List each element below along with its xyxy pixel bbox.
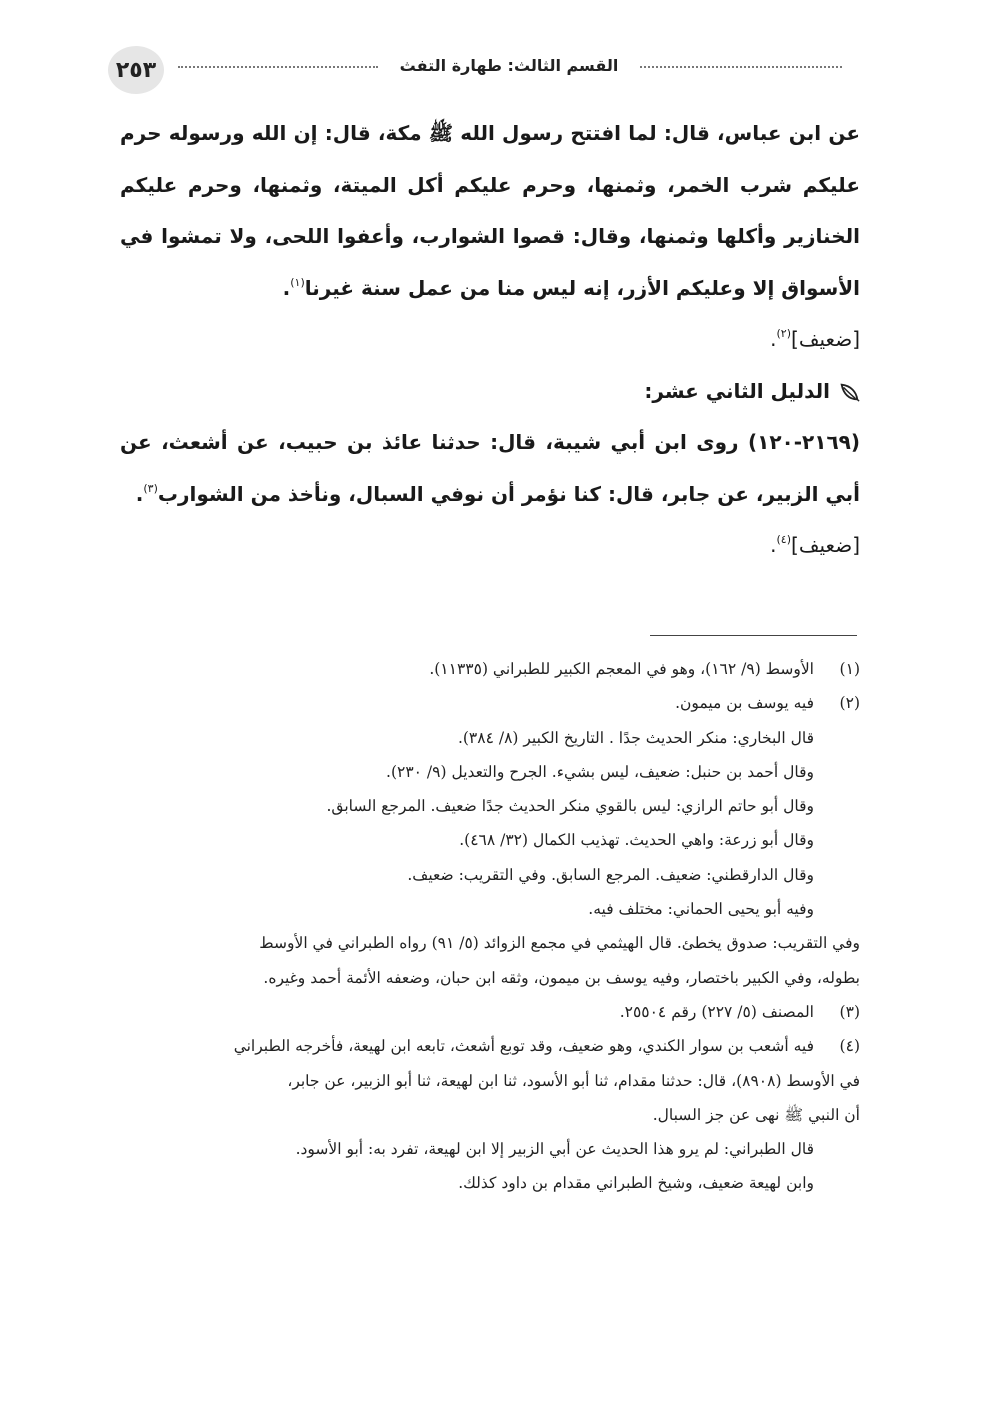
evidence-heading: الدليل الثاني عشر:: [644, 378, 830, 403]
footnote-ref-3[interactable]: (٣): [143, 481, 158, 495]
footnote-1: [118, 652, 860, 686]
footnote-line: وابن لهيعة ضعيف، وشيخ الطبراني مقدام بن داود كذلك.: [458, 1174, 814, 1193]
footnote-2-continuation: [118, 926, 860, 995]
footnote-separator: [650, 635, 857, 636]
evidence-heading-row: [120, 366, 860, 418]
footnote-ref-2[interactable]: (٢): [776, 327, 792, 341]
footnote-line: وفي التقريب: صدوق يخطئ. قال الهيثمي في مجمع الزوائد (٥/ ٩١) رواه الطبراني في الأوسط: [259, 934, 860, 953]
paragraph-line: وعليكم الأزر، إنه ليس منا من عمل سنة غيرنا: [304, 275, 746, 300]
footnote-4: [118, 1029, 860, 1063]
footnote-3: [118, 995, 860, 1029]
hadith-paragraph-1: [120, 108, 860, 314]
footnote-line: المصنف (٥/ ٢٢٧) رقم ٢٥٥٠٤.: [619, 1002, 814, 1021]
paragraph-end: .: [282, 275, 291, 300]
paragraph-line: عن أبي الزبير، عن جابر، قال: كنا نؤمر أن نوفي السبال، ونأخذ من الشوارب: [120, 430, 860, 506]
footnote-4-indented: [118, 1132, 860, 1201]
footnotes: [118, 652, 860, 1201]
footnote-line: في الأوسط (٨٩٠٨)، قال: حدثنا مقدام، ثنا أبو الأسود، ثنا ابن لهيعة، ثنا أبو الزبير، عن جابر،: [287, 1071, 860, 1090]
page-number-badge: [108, 46, 164, 94]
verdict-end: .: [770, 327, 777, 351]
verdict-text: [ضعيف]: [791, 533, 860, 557]
header-dotted-rule-left: [178, 66, 378, 68]
paragraph-line: عليكم شرب الخمر، وثمنها، وحرم عليكم أكل الميتة، وثمنها، وحرم عليكم الخنازير: [120, 172, 860, 248]
footnote-line: فيه يوسف بن ميمون.: [675, 694, 814, 713]
footnote-line: وفيه أبو يحيى الحماني: مختلف فيه.: [588, 900, 814, 919]
footnote-ref-1[interactable]: (١): [290, 275, 305, 289]
footnote-number: (٢): [839, 694, 860, 713]
hadith-paragraph-2: [120, 417, 860, 520]
footnote-number: (٣): [839, 1002, 860, 1021]
footnote-line: وقال أبو زرعة: واهي الحديث. تهذيب الكمال (٣٢/ ٤٦٨).: [459, 831, 814, 850]
footnote-line: وقال الدارقطني: ضعيف. المرجع السابق. وفي التقريب: ضعيف.: [407, 865, 814, 884]
header-dotted-rule-right: [640, 66, 842, 68]
footnote-number: (١): [839, 660, 860, 678]
footnote-line: قال الطبراني: لم يرو هذا الحديث عن أبي الزبير إلا ابن لهيعة، تفرد به: أبو الأسود.: [295, 1140, 814, 1159]
verdict-1: [120, 314, 860, 366]
main-text: [120, 108, 860, 572]
footnote-4-continuation: [118, 1064, 860, 1133]
paragraph-line: وأكلها وثمنها، وقال: قصوا الشوارب، وأعفوا اللحى، ولا تمشوا في الأسواق إلا: [120, 224, 860, 300]
footnote-ref-4[interactable]: (٤): [776, 533, 792, 547]
paragraph-end: .: [135, 481, 144, 506]
footnote-line: الأوسط (٩/ ١٦٢)، وهو في المعجم الكبير للطبراني (١١٣٣٥).: [429, 660, 814, 678]
page-number: ٢٥٣: [115, 57, 157, 83]
footnote-line: قال البخاري: منكر الحديث جدًا . التاريخ الكبير (٨/ ٣٨٤).: [457, 728, 814, 747]
footnote-2: [118, 686, 860, 926]
verdict-text: [ضعيف]: [791, 327, 860, 351]
footnote-line: فيه أشعب بن سوار الكندي، وهو ضعيف، وقد توبع أشعث، تابعه ابن لهيعة، فأخرجه الطبراني: [233, 1037, 814, 1056]
footnote-line: بطوله، وفي الكبير باختصار، وفيه يوسف بن ميمون، وثقه ابن حبان، وضعفه الأئمة أحمد وغيره.: [263, 968, 860, 987]
section-title: القسم الثالث: طهارة التفث: [399, 56, 619, 75]
paragraph-line: روى ابن أبي شيبة، قال: حدثنا عائذ بن حبيب، عن أشعث،: [161, 430, 739, 454]
footnote-line: أن النبي ﷺ نهى عن جز السبال.: [652, 1105, 860, 1124]
footnote-line: وقال أحمد بن حنبل: ضعيف، ليس بشيء. الجرح والتعديل (٩/ ٢٣٠).: [386, 762, 814, 781]
footnote-number: (٤): [839, 1037, 860, 1056]
leaf-icon: [838, 381, 860, 403]
verdict-end: .: [770, 533, 777, 557]
footnote-line: وقال أبو حاتم الرازي: ليس بالقوي منكر الحديث جدًا ضعيف. المرجع السابق.: [326, 797, 814, 816]
verdict-2: [120, 520, 860, 572]
paragraph-line: عن ابن عباس، قال: لما افتتح رسول الله ﷺ مكة، قال: إن الله ورسوله حرم: [120, 121, 860, 145]
hadith-number: (٢١٦٩-١٢٠): [747, 430, 861, 454]
